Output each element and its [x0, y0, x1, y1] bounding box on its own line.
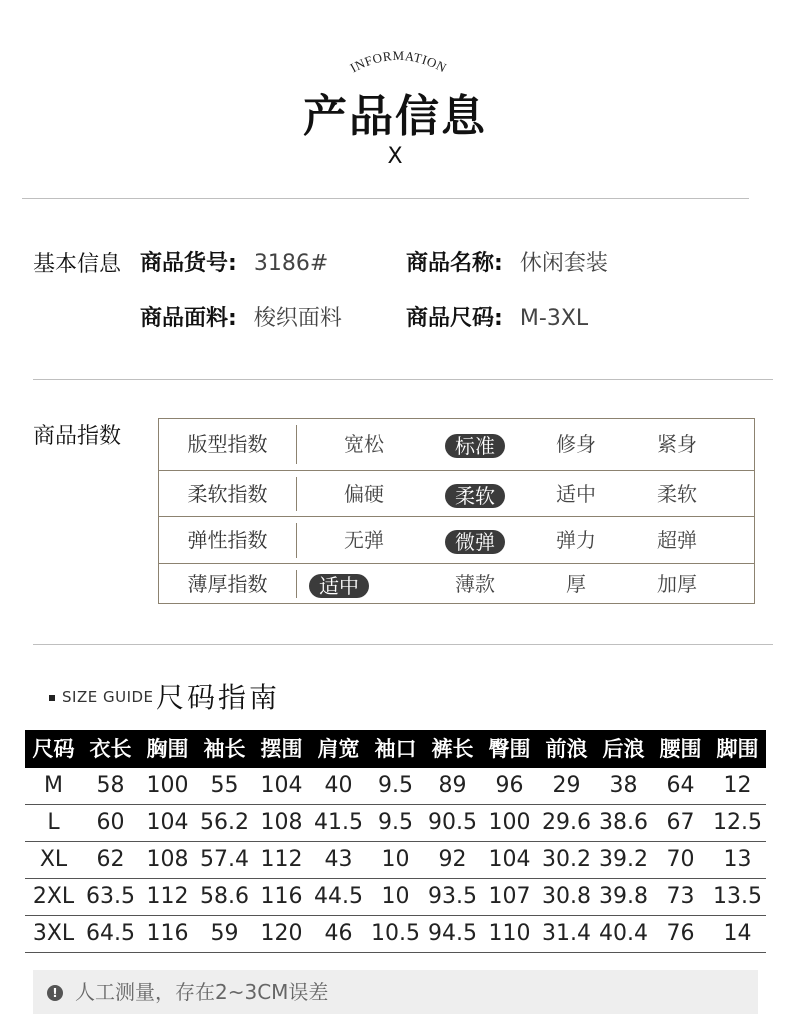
size-table-cell: 55: [210, 773, 239, 798]
field-value: 休闲套装: [519, 251, 608, 276]
size-table-cell: 67: [666, 810, 695, 835]
index-row-name: 版型指数: [187, 432, 268, 456]
size-table-cell: 10: [381, 884, 410, 909]
size-table-header-cell: 臀围: [488, 737, 531, 761]
size-table-cell: 96: [495, 773, 524, 798]
size-table-cell: 104: [488, 847, 531, 872]
size-table-header-cell: 袖长: [203, 737, 246, 761]
size-table-cell: 46: [324, 921, 353, 946]
index-option: [319, 471, 409, 517]
index-option-label: 柔软: [657, 482, 697, 506]
field-size-range: [406, 301, 588, 332]
size-table-row: [25, 805, 766, 842]
bullet-square-icon: [49, 695, 55, 701]
field-key: 商品名称:: [406, 251, 503, 276]
index-option: [319, 419, 409, 470]
size-table-cell: 14: [723, 921, 752, 946]
size-table-cell: L: [47, 810, 60, 835]
index-option-selected: [430, 419, 520, 470]
field-key: 商品面料:: [140, 306, 237, 331]
index-row-name: 柔软指数: [187, 482, 268, 506]
size-table-header-cell: 后浪: [602, 737, 645, 761]
basic-info-divider: [33, 379, 773, 380]
size-table-row: [25, 916, 766, 953]
size-table-cell: 41.5: [314, 810, 363, 835]
size-table-header-cell: 摆围: [260, 737, 303, 761]
size-table-header-cell: 脚围: [716, 737, 759, 761]
size-table-cell: 100: [146, 773, 189, 798]
size-table-header-cell: 裤长: [431, 737, 474, 761]
size-table-cell: 90.5: [428, 810, 477, 835]
size-table-cell: 12.5: [713, 810, 762, 835]
size-table-cell: 93.5: [428, 884, 477, 909]
size-table-cell: 112: [260, 847, 303, 872]
size-table-cell: 9.5: [378, 810, 413, 835]
size-table-cell: 39.2: [599, 847, 648, 872]
product-index-label: 商品指数: [33, 424, 122, 449]
basic-info-label: 基本信息: [33, 252, 122, 277]
index-row: [159, 470, 754, 517]
size-table-cell: 40: [324, 773, 353, 798]
index-option-selected: [294, 564, 384, 604]
index-option-label: 超弹: [657, 528, 697, 552]
size-table-cell: 29.6: [542, 810, 591, 835]
size-table-cell: 116: [260, 884, 303, 909]
size-table-cell: 104: [260, 773, 303, 798]
index-option: [531, 517, 621, 564]
index-option-selected: [430, 471, 520, 517]
size-table-cell: 29: [552, 773, 581, 798]
size-table-cell: 120: [260, 921, 303, 946]
index-option-label: 紧身: [657, 432, 697, 456]
size-table-cell: 62: [96, 847, 125, 872]
size-table-cell: 39.8: [599, 884, 648, 909]
size-guide-label-en: SIZE GUIDE: [62, 688, 154, 706]
size-table-cell: 10: [381, 847, 410, 872]
index-option: [632, 419, 722, 470]
index-option: [319, 517, 409, 564]
size-table-cell: 57.4: [200, 847, 249, 872]
size-table-cell: 30.2: [542, 847, 591, 872]
page-title: 产品信息: [303, 91, 487, 142]
size-table-cell: 108: [146, 847, 189, 872]
size-table-header-cell: 衣长: [89, 737, 132, 761]
size-table-cell: 58: [96, 773, 125, 798]
index-option: [531, 419, 621, 470]
field-key: 商品货号:: [140, 251, 237, 276]
size-table-cell: 92: [438, 847, 467, 872]
size-table-header: [25, 730, 766, 768]
size-table-cell: XL: [39, 847, 68, 872]
field-value: 3186#: [253, 251, 329, 276]
note-text: 人工测量，存在2~3CM误差: [75, 980, 329, 1004]
size-table-row: [25, 879, 766, 916]
size-table-cell: 63.5: [86, 884, 135, 909]
size-table-cell: 76: [666, 921, 695, 946]
field-item-name: [406, 246, 608, 277]
index-option: [632, 471, 722, 517]
size-table-cell: 58.6: [200, 884, 249, 909]
index-row-divider: [296, 477, 297, 511]
size-table-cell: 64: [666, 773, 695, 798]
size-table-header-cell: 袖口: [374, 737, 417, 761]
size-table-cell: 60: [96, 810, 125, 835]
index-row: [159, 563, 754, 604]
size-table-cell: 31.4: [542, 921, 591, 946]
size-table-cell: 10.5: [371, 921, 420, 946]
size-table-cell: 40.4: [599, 921, 648, 946]
index-option-label: 适中: [309, 574, 369, 598]
index-row-name: 弹性指数: [187, 528, 268, 552]
size-table-cell: 38: [609, 773, 638, 798]
header-divider: [22, 198, 749, 199]
size-table-header-cell: 胸围: [146, 737, 189, 761]
index-option-label: 弹力: [556, 528, 596, 552]
index-divider: [33, 644, 773, 645]
size-table-cell: 9.5: [378, 773, 413, 798]
size-table-cell: 13: [723, 847, 752, 872]
size-table-cell: 64.5: [86, 921, 135, 946]
size-table-cell: 107: [488, 884, 531, 909]
size-table-cell: 100: [488, 810, 531, 835]
size-table-header-cell: 前浪: [545, 737, 588, 761]
size-table-cell: 104: [146, 810, 189, 835]
field-value: 梭织面料: [253, 306, 342, 331]
field-key: 商品尺码:: [406, 306, 503, 331]
index-row-divider: [296, 425, 297, 464]
index-option: [531, 564, 621, 604]
index-option: [632, 564, 722, 604]
index-option-label: 柔软: [445, 484, 505, 508]
field-value: M-3XL: [519, 306, 589, 331]
size-table-cell: 116: [146, 921, 189, 946]
size-table-cell: 108: [260, 810, 303, 835]
size-table-cell: 13.5: [713, 884, 762, 909]
size-table-cell: 44.5: [314, 884, 363, 909]
measurement-note: [33, 970, 758, 1014]
exclamation-icon: !: [47, 985, 63, 1001]
index-row-divider: [296, 523, 297, 558]
size-table-cell: 30.8: [542, 884, 591, 909]
index-option-label: 厚: [566, 572, 586, 596]
size-table-cell: 12: [723, 773, 752, 798]
size-table-header-cell: 肩宽: [317, 737, 360, 761]
field-item-number: [140, 246, 328, 277]
size-guide-title: 尺码指南: [156, 681, 281, 714]
size-table-cell: 73: [666, 884, 695, 909]
index-option-label: 适中: [556, 482, 596, 506]
size-table-cell: 70: [666, 847, 695, 872]
size-table-cell: 38.6: [599, 810, 648, 835]
size-table-cell: 2XL: [32, 884, 75, 909]
size-table-cell: 43: [324, 847, 353, 872]
index-option-label: 偏硬: [344, 482, 384, 506]
size-table-cell: 110: [488, 921, 531, 946]
size-table-cell: 89: [438, 773, 467, 798]
index-option-label: 宽松: [344, 432, 384, 456]
index-option-label: 无弹: [344, 528, 384, 552]
size-table-cell: M: [44, 773, 63, 798]
size-table-cell: 94.5: [428, 921, 477, 946]
index-option-label: 标准: [445, 434, 505, 458]
svg-text:INFORMATION: INFORMATION: [347, 47, 450, 76]
index-option-label: 微弹: [445, 530, 505, 554]
index-option: [430, 564, 520, 604]
size-table: [25, 730, 766, 953]
size-table-header-cell: 尺码: [32, 737, 75, 761]
size-table-cell: 59: [210, 921, 239, 946]
product-index-table: [158, 418, 755, 604]
index-option: [531, 471, 621, 517]
field-fabric: [140, 301, 342, 332]
index-row: [159, 516, 754, 564]
information-arc-text: [0, 20, 790, 80]
size-table-cell: 112: [146, 884, 189, 909]
index-option-label: 加厚: [657, 572, 697, 596]
size-table-cell: 56.2: [200, 810, 249, 835]
index-row: [159, 419, 754, 470]
product-code-subtitle: X: [387, 144, 403, 169]
size-table-row: [25, 842, 766, 879]
index-option-selected: [430, 517, 520, 564]
index-row-name: 薄厚指数: [187, 572, 268, 596]
size-table-cell: 3XL: [32, 921, 75, 946]
size-table-row: [25, 768, 766, 805]
index-option: [632, 517, 722, 564]
index-option-label: 薄款: [455, 572, 495, 596]
size-table-header-cell: 腰围: [659, 737, 702, 761]
index-option-label: 修身: [556, 432, 596, 456]
